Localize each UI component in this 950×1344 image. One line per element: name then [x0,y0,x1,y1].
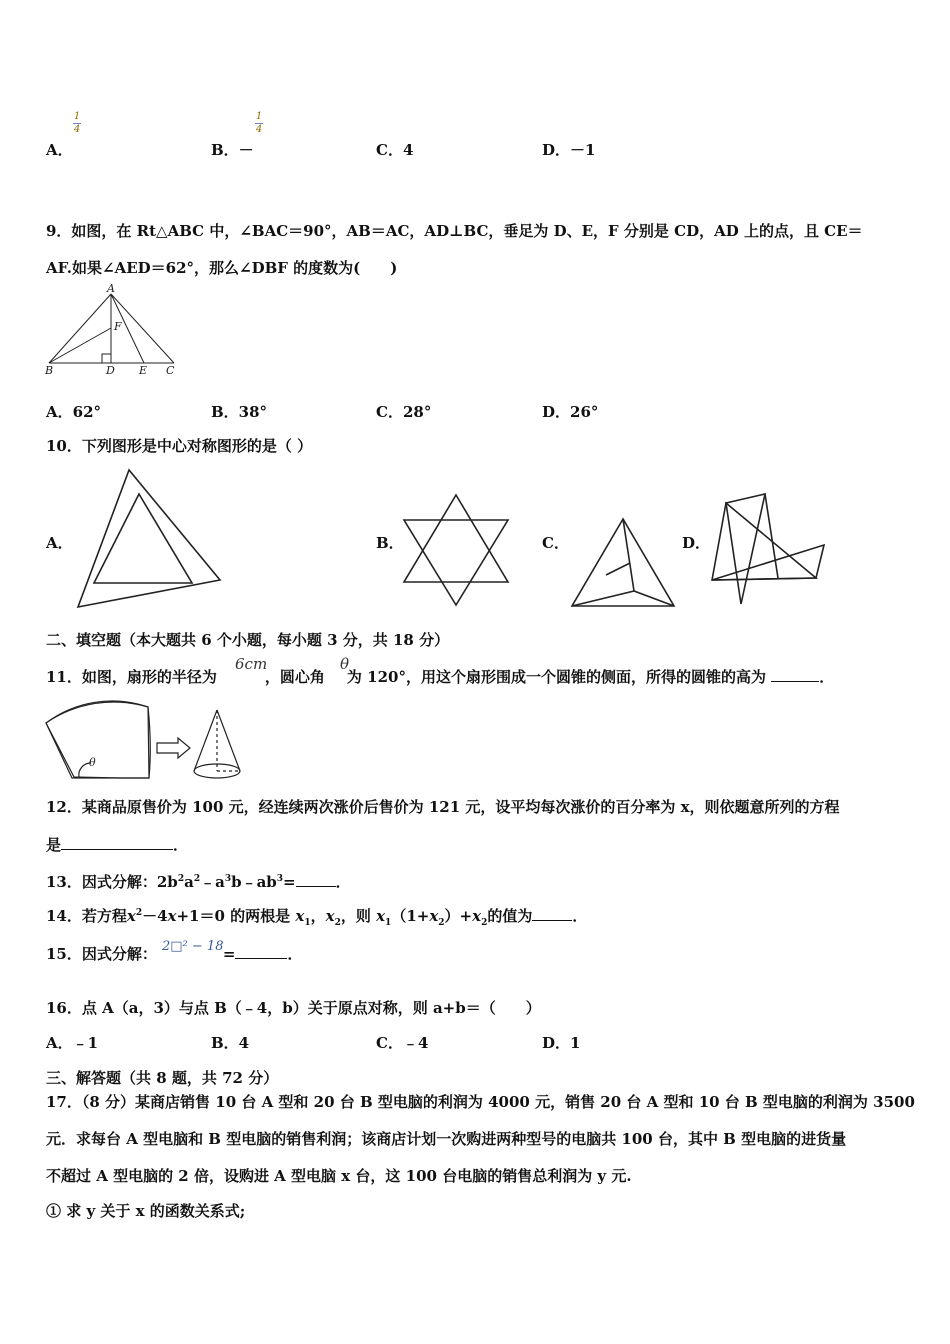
q11-stem [46,667,834,687]
q10-label-d: D． [682,534,711,552]
q10-figure-c [570,517,676,609]
q9-stem-line1: 9．如图，在 Rt△ABC 中，∠BAC＝90°，AB＝AC，AD⊥BC，垂足为 D、E，F 分别是 CD，AD 上的点，且 CE＝ [46,222,863,240]
q10-figure-b [402,493,512,607]
fig-label-c: C [166,364,175,377]
q17-line1: 17．（8 分）某商店销售 10 台 A 型和 20 台 B 型电脑的利润为 4000 元，销售 20 台 A 型和 10 台 B 型电脑的利润为 3500 [46,1093,915,1111]
q17-sub1: ① 求 y 关于 x 的函数关系式; [46,1202,246,1220]
q15-prefix: 15．因式分解： [46,945,157,963]
q13-a: a [184,873,194,891]
q10-label-c: C． [542,534,569,552]
q14-s2: 2 [334,918,341,928]
q11-part3: 为 120°，用这个扇形围成一个圆锥的侧面，所得的圆锥的高为 [346,668,766,686]
q14-tail: 的值为 [487,907,533,925]
q10-figure-d [708,490,828,608]
q11-sector-cone-figure [44,705,254,783]
q14-x2-c: x [472,907,482,925]
q12-stem-line2 [46,835,188,855]
q13-sup2: 2 [193,874,201,884]
q9-option-b: B．38° [211,403,268,421]
q13-p3: b﹣ab [231,873,277,891]
q12-stem-line1: 12．某商品原售价为 100 元，经连续两次涨价后售价为 121 元，设平均每次涨价的百分率为 x，则依题意所列的方程 [46,798,840,816]
q16-option-b: B．4 [211,1034,250,1052]
q11-answer-blank[interactable] [771,667,819,682]
q14-expr: （1+ [391,907,430,925]
q14-s1: 1 [304,918,311,928]
q15-formula: 2□² − 18 [162,939,224,954]
q13-answer-blank[interactable] [296,872,336,887]
q14-answer-blank[interactable] [532,906,572,921]
q16-option-a: A．﹣1 [46,1034,99,1052]
q14-close: ）+ [444,907,473,925]
q13-end: ． [335,873,351,891]
q10-stem: 10．下列图形是中心对称图形的是（ ） [46,437,313,455]
q14-x-b: x [167,907,177,925]
q15-answer-blank[interactable] [235,944,287,959]
frac-a-num: 1 [73,111,81,122]
frac-b-den: 4 [255,124,263,135]
q14-x2: x [325,907,335,925]
q14-x1-b: x [376,907,386,925]
q10-label-a: A． [46,534,73,552]
q14-then: ，则 [340,907,371,925]
q15-eq: = [222,945,236,963]
q12-end: ． [173,836,189,854]
q14-end: ． [572,907,588,925]
q8-option-b: B．－ [211,141,254,159]
q13-stem [46,869,351,892]
fig-label-b: B [45,364,54,377]
q13-sup4: 3 [276,874,284,884]
q14-sup: 2 [135,908,143,918]
fig-label-d: D [106,364,115,377]
q16-option-d: D．1 [542,1034,581,1052]
q11-end: ． [819,668,835,686]
fraction-a [73,112,81,135]
q14-stem [46,903,587,933]
q14-x: x [126,907,136,925]
q11-part1: 11．如图，扇形的半径为 [46,668,217,686]
q14-prefix: 14．若方程 [46,907,127,925]
q14-comma: ， [310,907,326,925]
q13-prefix: 13．因式分解：2b [46,873,178,891]
q9-option-d: D．26° [542,403,599,421]
q14-x2-b: x [429,907,439,925]
fig-label-f: F [114,320,122,333]
q13-p2: ﹣a [200,873,225,891]
q11-fig-theta: θ [89,756,96,769]
q14-x1: x [295,907,305,925]
q15-end: ． [287,945,303,963]
q12-prefix: 是 [46,836,62,854]
fig-label-a: A [107,282,115,295]
q13-p4: = [283,873,296,891]
q14-s2-b: 2 [438,918,445,928]
q11-radius: 6cm [235,655,268,673]
frac-b-num: 1 [255,111,263,122]
q14-mid2: +1＝0 的两根是 [176,907,291,925]
q9-triangle-figure [44,282,184,378]
q11-part2: ，圆心角 [264,668,325,686]
q9-option-a: A．62° [46,403,102,421]
q17-line3: 不超过 A 型电脑的 2 倍，设购进 A 型电脑 x 台，这 100 台电脑的销售总利润为 y 元. [46,1167,632,1185]
section-2-heading: 二、填空题（本大题共 6 个小题，每小题 3 分，共 18 分） [46,631,450,649]
q13-sup3: 3 [224,874,232,884]
q9-stem-line2: AF.如果∠AED＝62°，那么∠DBF 的度数为( ) [46,259,398,277]
q14-s1-b: 1 [385,918,392,928]
q14-mid: －4 [142,907,168,925]
q10-label-b: B． [376,534,404,552]
q14-s2-c: 2 [481,918,488,928]
fraction-b [255,112,263,135]
q17-line2: 元．求每台 A 型电脑和 B 型电脑的销售利润；该商店计划一次购进两种型号的电脑共 100 台，其中 B 型电脑的进货量 [46,1130,847,1148]
q8-option-a: A． [46,141,73,159]
q10-figure-a [74,468,224,610]
fig-label-e: E [139,364,148,377]
q8-option-d: D．－1 [542,141,596,159]
q8-option-c: C．4 [376,141,414,159]
section-3-heading: 三、解答题（共 8 题，共 72 分） [46,1069,279,1087]
frac-a-den: 4 [73,124,81,135]
q13-sup1: 2 [177,874,185,884]
q11-theta: θ [340,655,350,673]
q12-answer-blank[interactable] [61,835,173,850]
q16-stem: 16．点 A（a，3）与点 B（﹣4，b）关于原点对称，则 a+b＝（ ） [46,999,541,1017]
q16-option-c: C．﹣4 [376,1034,429,1052]
q9-option-c: C．28° [376,403,432,421]
